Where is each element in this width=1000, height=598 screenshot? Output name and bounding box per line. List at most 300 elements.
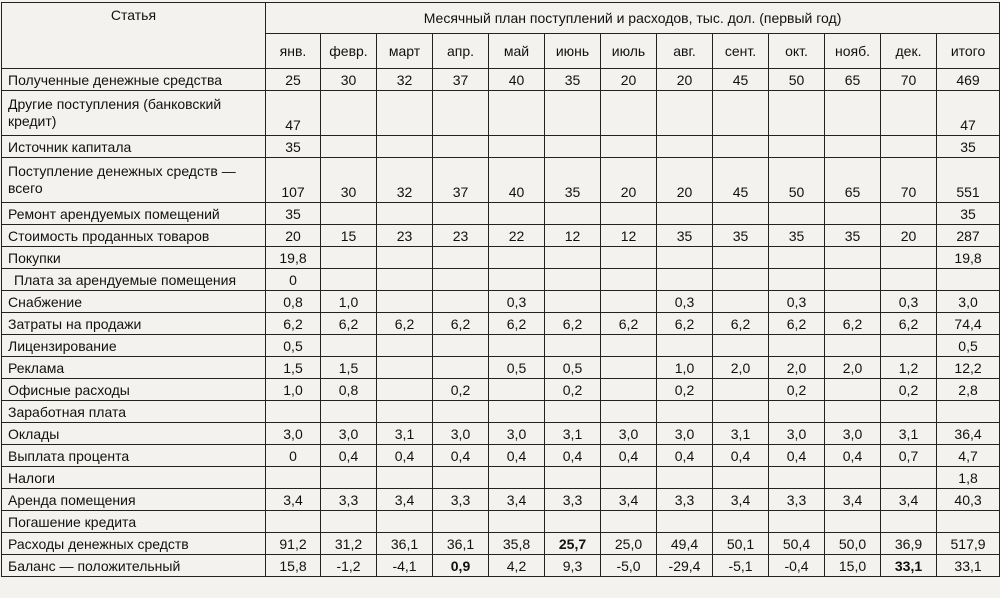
table-cell: [433, 291, 489, 313]
month-header: март: [377, 34, 433, 69]
table-cell: 0,5: [937, 335, 1000, 357]
table-cell: [769, 467, 825, 489]
month-header: итого: [937, 34, 1000, 69]
table-cell: [825, 203, 881, 225]
table-cell: 0: [266, 269, 321, 291]
table-cell: 3,4: [601, 489, 657, 511]
table-cell: 40: [489, 158, 545, 203]
table-cell: 37: [433, 69, 489, 91]
month-header: окт.: [769, 34, 825, 69]
table-cell: 3,4: [881, 489, 937, 511]
table-cell: [601, 467, 657, 489]
table-cell: -1,2: [321, 555, 377, 577]
table-cell: 1,2: [881, 357, 937, 379]
table-cell: 40: [489, 69, 545, 91]
table-cell: [713, 401, 769, 423]
table-cell: -5,0: [601, 555, 657, 577]
table-row: [2, 489, 1000, 511]
month-header: май: [489, 34, 545, 69]
month-header: апр.: [433, 34, 489, 69]
table-cell: 4,7: [937, 445, 1000, 467]
row-label: Аренда помещения: [2, 489, 266, 511]
table-cell: [377, 357, 433, 379]
table-cell: 32: [377, 158, 433, 203]
table-row: [2, 203, 1000, 225]
table-cell: [601, 291, 657, 313]
table-cell: [489, 91, 545, 136]
month-header: нояб.: [825, 34, 881, 69]
table-cell: [433, 269, 489, 291]
table-cell: 30: [321, 158, 377, 203]
item-column-header: Статья: [2, 3, 266, 69]
row-label: Заработная плата: [2, 401, 266, 423]
table-cell: 15,0: [825, 555, 881, 577]
table-cell: [657, 511, 713, 533]
table-cell: [825, 511, 881, 533]
table-row: [2, 69, 1000, 91]
table-cell: 25,7: [545, 533, 601, 555]
table-cell: 65: [825, 158, 881, 203]
table-cell: 6,2: [881, 313, 937, 335]
table-cell: [266, 467, 321, 489]
table-cell: 551: [937, 158, 1000, 203]
table-row: [2, 291, 1000, 313]
table-cell: [377, 136, 433, 158]
table-cell: 1,8: [937, 467, 1000, 489]
table-cell: [321, 511, 377, 533]
table-cell: 50: [769, 69, 825, 91]
table-cell: [545, 247, 601, 269]
table-cell: [377, 203, 433, 225]
table-cell: [713, 379, 769, 401]
table-cell: 2,0: [825, 357, 881, 379]
table-cell: 35: [937, 203, 1000, 225]
table-cell: [489, 401, 545, 423]
table-cell: [377, 269, 433, 291]
table-cell: 3,3: [433, 489, 489, 511]
table-cell: 35: [545, 69, 601, 91]
table-cell: [489, 379, 545, 401]
table-cell: 36,1: [377, 533, 433, 555]
row-label: Офисные расходы: [2, 379, 266, 401]
table-cell: 1,5: [266, 357, 321, 379]
month-header: сент.: [713, 34, 769, 69]
table-cell: 3,0: [601, 423, 657, 445]
row-label: Поступление денежных средств — всего: [2, 158, 266, 203]
table-cell: 3,1: [377, 423, 433, 445]
month-header: июнь: [545, 34, 601, 69]
table-cell: [433, 136, 489, 158]
table-cell: [769, 511, 825, 533]
table-cell: 6,2: [825, 313, 881, 335]
table-cell: [769, 91, 825, 136]
table-cell: [433, 91, 489, 136]
table-cell: 33,1: [937, 555, 1000, 577]
table-cell: 0,4: [489, 445, 545, 467]
table-cell: 1,0: [321, 291, 377, 313]
table-cell: 23: [433, 225, 489, 247]
table-cell: 3,4: [377, 489, 433, 511]
table-cell: [321, 467, 377, 489]
table-cell: 107: [266, 158, 321, 203]
table-cell: 6,2: [489, 313, 545, 335]
table-cell: [266, 511, 321, 533]
table-cell: 0,2: [657, 379, 713, 401]
table-cell: 1,5: [321, 357, 377, 379]
table-cell: 0,2: [881, 379, 937, 401]
table-cell: [321, 269, 377, 291]
table-cell: [769, 247, 825, 269]
table-cell: 0,3: [769, 291, 825, 313]
table-cell: 20: [881, 225, 937, 247]
table-cell: [601, 379, 657, 401]
table-cell: [825, 379, 881, 401]
table-cell: 6,2: [377, 313, 433, 335]
table-cell: [545, 467, 601, 489]
table-cell: 0,4: [769, 445, 825, 467]
table-cell: 3,0: [769, 423, 825, 445]
table-cell: 35: [266, 203, 321, 225]
table-cell: [769, 401, 825, 423]
table-cell: 0,8: [266, 291, 321, 313]
table-cell: 0,5: [266, 335, 321, 357]
table-cell: [601, 335, 657, 357]
table-cell: 45: [713, 69, 769, 91]
table-cell: 0,2: [433, 379, 489, 401]
table-cell: 3,1: [881, 423, 937, 445]
table-cell: 37: [433, 158, 489, 203]
table-cell: [713, 203, 769, 225]
table-row: [2, 158, 1000, 203]
table-cell: 0,7: [881, 445, 937, 467]
table-cell: [433, 357, 489, 379]
table-cell: 33,1: [881, 555, 937, 577]
table-cell: [489, 511, 545, 533]
table-cell: [657, 247, 713, 269]
table-cell: 0,5: [545, 357, 601, 379]
table-cell: 35: [545, 158, 601, 203]
table-cell: 3,0: [489, 423, 545, 445]
table-cell: [601, 136, 657, 158]
month-header: июль: [601, 34, 657, 69]
table-cell: -29,4: [657, 555, 713, 577]
table-cell: 6,2: [769, 313, 825, 335]
table-cell: 3,1: [545, 423, 601, 445]
table-cell: 35: [825, 225, 881, 247]
row-label: Полученные денежные средства: [2, 69, 266, 91]
table-cell: 3,3: [321, 489, 377, 511]
table-cell: -0,4: [769, 555, 825, 577]
table-cell: 47: [937, 91, 1000, 136]
table-cell: 3,0: [937, 291, 1000, 313]
table-cell: [321, 335, 377, 357]
table-cell: [545, 335, 601, 357]
table-cell: [881, 511, 937, 533]
row-label: Погашение кредита: [2, 511, 266, 533]
month-header: дек.: [881, 34, 937, 69]
table-cell: 0,2: [769, 379, 825, 401]
table-row: [2, 91, 1000, 136]
table-cell: 0,4: [713, 445, 769, 467]
table-cell: [377, 291, 433, 313]
table-cell: [713, 247, 769, 269]
table-cell: 12: [545, 225, 601, 247]
table-cell: [769, 203, 825, 225]
table-cell: [321, 247, 377, 269]
table-cell: [321, 91, 377, 136]
table-cell: [321, 203, 377, 225]
table-cell: 35: [713, 225, 769, 247]
row-label: Затраты на продажи: [2, 313, 266, 335]
table-cell: 70: [881, 158, 937, 203]
table-cell: 0,3: [489, 291, 545, 313]
table-cell: [825, 291, 881, 313]
table-cell: [433, 203, 489, 225]
table-cell: [377, 511, 433, 533]
table-cell: [601, 357, 657, 379]
table-cell: 25,0: [601, 533, 657, 555]
table-cell: 2,8: [937, 379, 1000, 401]
table-cell: [377, 467, 433, 489]
table-cell: 49,4: [657, 533, 713, 555]
table-cell: [881, 467, 937, 489]
table-row: [2, 379, 1000, 401]
month-header: февр.: [321, 34, 377, 69]
table-cell: 35: [657, 225, 713, 247]
table-row: [2, 555, 1000, 577]
table-cell: [321, 401, 377, 423]
table-cell: [881, 269, 937, 291]
table-cell: 3,0: [433, 423, 489, 445]
table-cell: [713, 291, 769, 313]
table-cell: 1,0: [657, 357, 713, 379]
table-cell: [545, 136, 601, 158]
table-cell: 6,2: [266, 313, 321, 335]
table-cell: 0,4: [601, 445, 657, 467]
table-cell: 35,8: [489, 533, 545, 555]
table-row: [2, 247, 1000, 269]
row-label: Выплата процента: [2, 445, 266, 467]
table-cell: 0,4: [825, 445, 881, 467]
table-cell: [433, 401, 489, 423]
table-row: [2, 423, 1000, 445]
table-row: [2, 225, 1000, 247]
table-cell: -5,1: [713, 555, 769, 577]
table-cell: [657, 467, 713, 489]
table-cell: 2,0: [713, 357, 769, 379]
table-cell: 469: [937, 69, 1000, 91]
table-cell: [545, 511, 601, 533]
table-cell: 30: [321, 69, 377, 91]
table-cell: 25: [266, 69, 321, 91]
table-cell: 22: [489, 225, 545, 247]
table-cell: 3,4: [489, 489, 545, 511]
table-cell: 0,9: [433, 555, 489, 577]
table-cell: 15,8: [266, 555, 321, 577]
table-cell: [377, 379, 433, 401]
table-cell: [377, 91, 433, 136]
table-cell: 0,4: [377, 445, 433, 467]
table-row: [2, 136, 1000, 158]
table-cell: 6,2: [433, 313, 489, 335]
table-cell: 70: [881, 69, 937, 91]
table-cell: 50,4: [769, 533, 825, 555]
table-cell: 47: [266, 91, 321, 136]
table-cell: 20: [601, 69, 657, 91]
table-row: [2, 269, 1000, 291]
table-cell: [433, 467, 489, 489]
row-label: Плата за арендуемые помещения: [2, 269, 266, 291]
table-cell: 2,0: [769, 357, 825, 379]
table-row: [2, 357, 1000, 379]
table-cell: [489, 335, 545, 357]
table-cell: 19,8: [937, 247, 1000, 269]
table-cell: [489, 203, 545, 225]
table-cell: [769, 269, 825, 291]
table-cell: [825, 467, 881, 489]
table-cell: [489, 136, 545, 158]
table-cell: 19,8: [266, 247, 321, 269]
table-cell: [881, 247, 937, 269]
row-label: Снабжение: [2, 291, 266, 313]
table-cell: 3,3: [769, 489, 825, 511]
table-cell: 35: [769, 225, 825, 247]
row-label: Лицензирование: [2, 335, 266, 357]
table-cell: 65: [825, 69, 881, 91]
table-cell: [657, 335, 713, 357]
table-cell: [657, 401, 713, 423]
table-cell: 20: [266, 225, 321, 247]
table-cell: [881, 91, 937, 136]
table-cell: 1,0: [266, 379, 321, 401]
table-cell: 6,2: [601, 313, 657, 335]
table-cell: [713, 269, 769, 291]
table-cell: 3,3: [657, 489, 713, 511]
table-body: [2, 69, 1000, 577]
table-cell: 9,3: [545, 555, 601, 577]
table-cell: [433, 335, 489, 357]
plan-title: Месячный план поступлений и расходов, тыс. дол. (первый год): [266, 3, 1000, 34]
table-cell: 4,2: [489, 555, 545, 577]
row-label: Реклама: [2, 357, 266, 379]
table-cell: 517,9: [937, 533, 1000, 555]
table-cell: 0,4: [657, 445, 713, 467]
table-cell: 0,3: [881, 291, 937, 313]
table-cell: 3,0: [825, 423, 881, 445]
table-cell: 0,8: [321, 379, 377, 401]
table-cell: [937, 511, 1000, 533]
table-cell: 3,3: [545, 489, 601, 511]
table-cell: 45: [713, 158, 769, 203]
table-cell: [769, 136, 825, 158]
row-label: Источник капитала: [2, 136, 266, 158]
row-label: Ремонт арендуемых помещений: [2, 203, 266, 225]
table-row: [2, 401, 1000, 423]
table-cell: 0,5: [489, 357, 545, 379]
table-cell: [881, 335, 937, 357]
table-cell: [377, 401, 433, 423]
table-cell: 20: [657, 69, 713, 91]
table-cell: [601, 203, 657, 225]
table-cell: [377, 247, 433, 269]
table-cell: [713, 335, 769, 357]
table-cell: 287: [937, 225, 1000, 247]
table-cell: 0,4: [321, 445, 377, 467]
table-cell: [601, 401, 657, 423]
table-cell: [545, 91, 601, 136]
table-cell: 3,4: [713, 489, 769, 511]
table-cell: -4,1: [377, 555, 433, 577]
table-cell: 20: [657, 158, 713, 203]
table-cell: [489, 269, 545, 291]
month-header: янв.: [266, 34, 321, 69]
table-cell: 40,3: [937, 489, 1000, 511]
table-cell: 50,0: [825, 533, 881, 555]
table-row: [2, 511, 1000, 533]
table-cell: 3,0: [266, 423, 321, 445]
table-cell: 36,1: [433, 533, 489, 555]
table-cell: [825, 247, 881, 269]
table-row: [2, 533, 1000, 555]
table-cell: 12,2: [937, 357, 1000, 379]
table-row: [2, 467, 1000, 489]
table-cell: [881, 203, 937, 225]
row-label: Другие поступления (банковский кредит): [2, 91, 266, 136]
table-cell: 6,2: [321, 313, 377, 335]
table-cell: [713, 467, 769, 489]
table-cell: [825, 401, 881, 423]
table-cell: 50: [769, 158, 825, 203]
table-cell: 3,0: [657, 423, 713, 445]
table-cell: [545, 401, 601, 423]
table-cell: 0: [266, 445, 321, 467]
table-cell: 6,2: [713, 313, 769, 335]
table-cell: [713, 511, 769, 533]
table-cell: [377, 335, 433, 357]
row-label: Оклады: [2, 423, 266, 445]
table-cell: [266, 401, 321, 423]
table-cell: 3,1: [713, 423, 769, 445]
table-cell: [769, 335, 825, 357]
row-label: Покупки: [2, 247, 266, 269]
table-cell: [489, 467, 545, 489]
table-cell: [657, 136, 713, 158]
row-label: Расходы денежных средств: [2, 533, 266, 555]
table-cell: [601, 91, 657, 136]
table-cell: [881, 401, 937, 423]
table-cell: 74,4: [937, 313, 1000, 335]
table-cell: [825, 91, 881, 136]
table-cell: [601, 511, 657, 533]
table-cell: 36,4: [937, 423, 1000, 445]
table-cell: 0,3: [657, 291, 713, 313]
table-cell: [937, 269, 1000, 291]
table-cell: [433, 511, 489, 533]
table-cell: 0,4: [545, 445, 601, 467]
table-cell: [545, 203, 601, 225]
cash-flow-table: [1, 2, 1000, 577]
table-cell: 3,0: [321, 423, 377, 445]
table-cell: 31,2: [321, 533, 377, 555]
table-cell: 15: [321, 225, 377, 247]
table-cell: 6,2: [545, 313, 601, 335]
table-cell: 32: [377, 69, 433, 91]
table-cell: 3,4: [825, 489, 881, 511]
table-cell: [321, 136, 377, 158]
table-cell: 23: [377, 225, 433, 247]
table-cell: [825, 136, 881, 158]
row-label: Баланс — положительный: [2, 555, 266, 577]
